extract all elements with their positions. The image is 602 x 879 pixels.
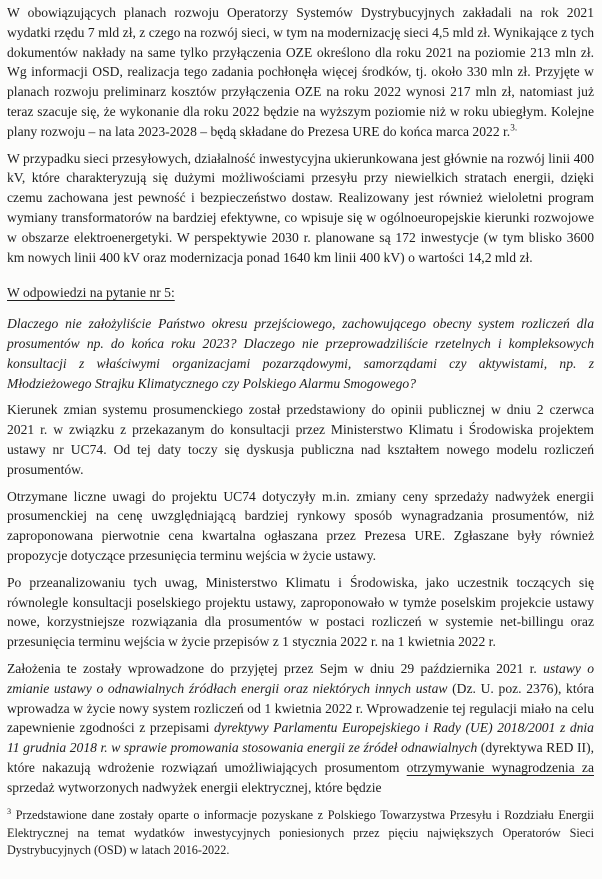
footnote-3 [7,807,594,859]
act-amendment-seg7: sprzedaż wytworzonych nadwyżek energii elektrycznej, które będzie [7,779,382,795]
paragraph-ministry-proposal: Po przeanalizowaniu tych uwag, Ministerstwo Klimatu i Środowiska, jako uczestnik toczących się równolegle konsultacji poselskiego projektu ustawy, zaproponowało w tymże poselskim projekcie ustawy nowe, korzystniejsze rozwiązania dla prosumentów w postaci rozliczeń w systemie net-billingu oraz przesunięcia terminu wejścia w życie przepisów z 1 stycznia 2022 r. na 1 kwietnia 2022 r. [7,574,594,650]
directive-title-italic: dyrektywy Parlamentu Europejskiego i Rady (UE) 2018/2001 z dnia 11 grudnia 2018 r. w sprawie promowania stosowania energii ze źródeł odnawialnych [7,720,594,756]
act-amendment-seg5: (dyrektywa RED II), które nakazują wdrożenie rozwiązań umożliwiających prosumentom [7,740,594,775]
paragraph-act-amendment [7,659,594,798]
footnote-text: Przedstawione dane zostały oparte o informacje pozyskane z Polskiego Towarzystwa Przesyłu i Rozdziału Energii Elektrycznej na temat wydatków inwestycyjnych poniesionych przez pięciu największych Operatorów Sieci Dystrybucyjnych (OSD) w latach 2016-2022. [7,808,594,858]
section-heading-question-5 [7,283,594,303]
paragraph-prosumer-direction: Kierunek zmian systemu prosumenckiego został przedstawiony do opinii publicznej w dniu 2 czerwca 2021 r. w związku z przekazanym do konsultacji przez Ministerstwo Klimatu i Środowiska projektem ustawy nr UC74. Od tej daty toczy się dyskusja publiczna nad kształtem nowego modelu rozliczeń prosumentów. [7,402,594,477]
paragraph-investment-plans-text: W obowiązujących planach rozwoju Operatorzy Systemów Dystrybucyjnych zakładali na rok 2021 wydatki rzędu 7 mld zł, z czego na rozwój sieci, w tym na modernizację sieci 4,5 mld zł. Wynikające z tych dokumentów nakłady na same tylko przyłączenia OZE określono dla roku 2021 na poziomie 213 mln zł. Wg informacji OSD, realizacja tego zadania pochłonęła więcej środków, tj. około 330 mln zł. Przyjęte w planach rozwoju preliminarz kosztów przyłączenia OZE na roku 2022 wynosi 217 mln zł, natomiast już teraz szacuje się, że wykonanie dla roku 2022 będzie na wyższym poziomie niż w roku ubiegłym. Kolejne plany rozwoju – na lata 2023-2028 – będą składane do Prezesa URE do końca marca 2022 r. [7,5,594,139]
act-amendment-seg1: Założenia te zostały wprowadzone do przyjętej przez Sejm w dniu 29 października 2021 r. [7,660,544,676]
section-heading-text: W odpowiedzi na pytanie nr 5: [7,285,175,301]
footnote-reference-3: 3. [510,122,518,133]
paragraph-transmission-networks: W przypadku sieci przesyłowych, działalność inwestycyjna ukierunkowana jest głównie na rozwój linii 400 kV, które charakteryzują się dużymi możliwościami przesyłu przy niewielkich stratach energii, dzięki czemu zachowana jest pewność i bezpieczeństwo dostaw. Realizowany jest również wieloletni program wymiany transformatorów na bardziej efektywne, co wpisuje się w ogólnoeuropejskie kierunki rozwojowe w obszarze elektroenergetyki. W perspektywie 2030 r. planowane są 172 inwestycje (w tym blisko 3600 km nowych linii 400 kV oraz modernizacja ponad 1640 km linii 400 kV) o wartości 14,2 mld zł. [7,150,594,265]
underlined-phrase: otrzymywanie wynagrodzenia za [406,759,594,775]
paragraph-uc74-comments: Otrzymane liczne uwagi do projektu UC74 dotyczyły m.in. zmiany ceny sprzedaży nadwyżek energii prosumenckiej na cenę uwzględniającą bardziej rynkowy sposób wynagradzania prosumentów, niż zaproponowana pierwotnie cena kwartalna ogłaszana przez Prezesa URE. Zgłaszane były również propozycje dotyczące przesunięcia terminu wejścia w życie ustawy. [7,488,594,563]
act-title-italic: ustawy o zmianie ustawy o odnawialnych źródłach energii oraz niektórych innych ustaw [7,660,594,696]
act-amendment-seg3: (Dz. U. poz. 2376), która wprowadza w życie nowy system rozliczeń od 1 kwietnia 2022 r. Wprowadzenie tej regulacji miało na celu zapewnienie zgodności z przepisami [7,680,594,736]
question-text: Dlaczego nie założyliście Państwo okresu przejściowego, zachowującego obecny system rozliczeń dla prosumentów np. do końca roku 2023? Dlaczego nie przeprowadziliście rzetelnych i kompleksowych konsultacji z właściwymi organizacjami pozarządowymi, samorządami czy aktywistami, np. z Młodzieżowego Strajku Klimatycznego czy Polskiego Alarmu Smogowego? [7,316,594,391]
footnote-marker: 3 [7,807,12,817]
paragraph-investment-plans [7,3,594,142]
